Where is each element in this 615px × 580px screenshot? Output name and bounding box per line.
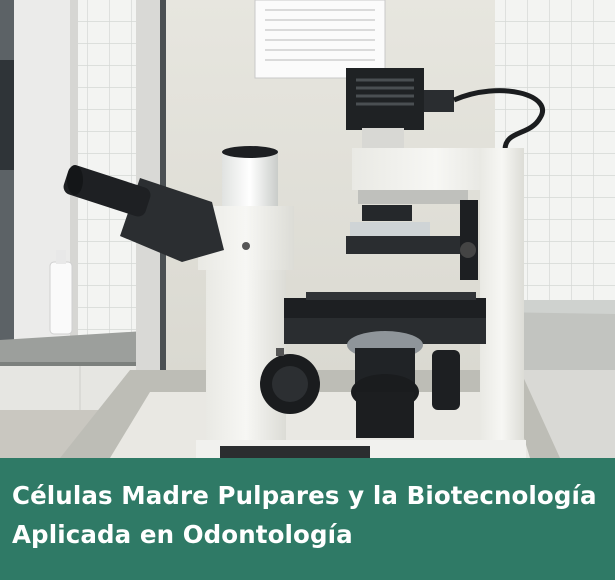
- article-title[interactable]: Células Madre Pulpares y la Biotecnología Aplicada en Odontología: [12, 481, 597, 549]
- caption-band: [0, 458, 615, 580]
